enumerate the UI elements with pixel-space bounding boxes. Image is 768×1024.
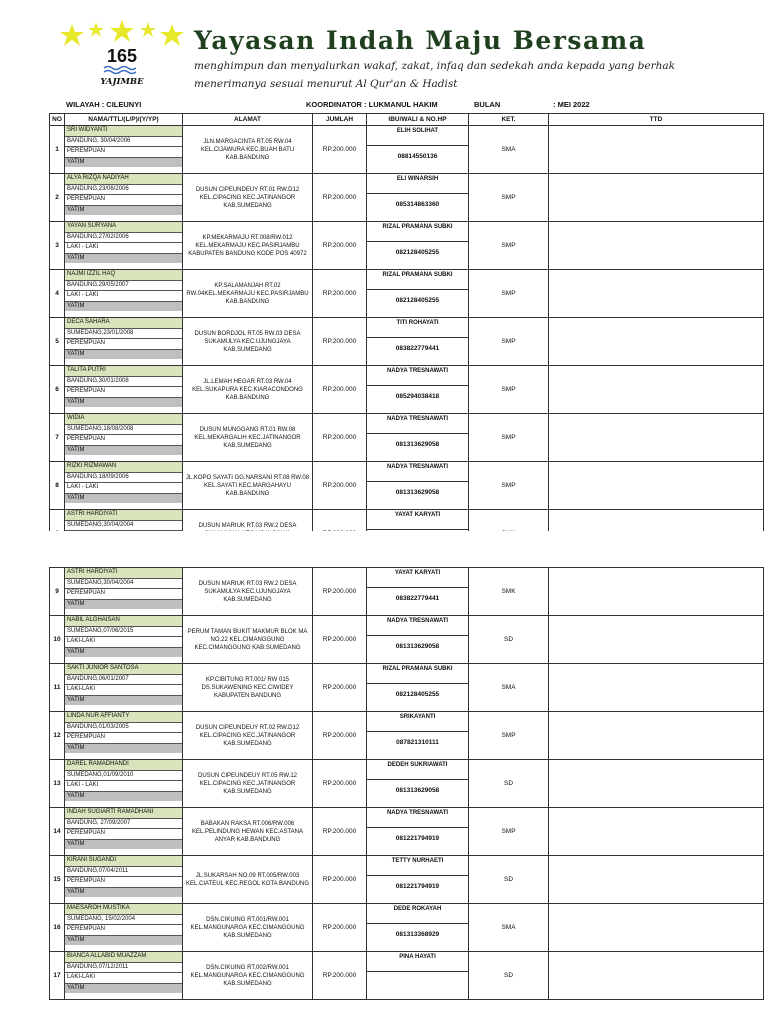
gender: LAKI - LAKI [65, 291, 182, 302]
gender: PEREMPUAN [65, 925, 182, 936]
address-cell: KP.CIBITUNG RT.001/ RW 015 DS.SUKAWENING KEC.CIWIDEY KABUPATEN BANDUNG [183, 664, 313, 712]
signature-cell [549, 462, 764, 510]
birth-place-date: SUMEDANG,01/09/2010 [65, 771, 182, 782]
orphan-status: YATIM [65, 984, 182, 994]
recipient-name: NABIL ALGHAISAN [65, 616, 182, 627]
name-cell [65, 808, 183, 856]
address-cell: DSN.CIKUING RT.002/RW.001 KEL.MANGUNARGA KEC.CIMANGGUNG KAB.SUMEDANG [183, 952, 313, 1000]
recipient-name: MAESAROH MUSTIKA [65, 904, 182, 915]
signature-cell [549, 414, 764, 462]
guardian-cell [367, 760, 469, 808]
amount-cell: RP.200.000 [313, 808, 367, 856]
recipient-name: INDAH SUGIARTI RAMADHANI [65, 808, 182, 819]
orphan-status: YATIM [65, 600, 182, 610]
name-cell [65, 760, 183, 808]
guardian-cell [367, 270, 469, 318]
guardian-name: TETTY NURHAETI [367, 856, 468, 876]
name-cell [65, 414, 183, 462]
row-number: 8 [50, 462, 65, 510]
school-level: SMP [469, 366, 549, 414]
guardian-cell [367, 462, 469, 510]
orphan-status: YATIM [65, 398, 182, 408]
school-level: SMP [469, 222, 549, 270]
table-row [50, 174, 764, 222]
name-cell [65, 568, 183, 616]
orphan-status: YATIM [65, 350, 182, 360]
amount-cell: RP.200.000 [313, 366, 367, 414]
name-cell [65, 904, 183, 952]
guardian-name: RIZAL PRAMANA SUBKI [367, 270, 468, 290]
column-header: JUMLAH [313, 114, 367, 126]
orphan-status: YATIM [65, 840, 182, 850]
guardian-phone [367, 972, 468, 994]
recipient-name: WIDIA [65, 414, 182, 425]
row-number: 15 [50, 856, 65, 904]
name-cell [65, 664, 183, 712]
guardian-cell [367, 318, 469, 366]
guardian-name: NADYA TRESNAWATI [367, 808, 468, 828]
amount-cell: RP.200.000 [313, 616, 367, 664]
orphan-status: YATIM [65, 494, 182, 504]
guardian-name: NADYA TRESNAWATI [367, 616, 468, 636]
gender: PEREMPUAN [65, 829, 182, 840]
document-header [0, 0, 768, 98]
school-level: SD [469, 952, 549, 1000]
guardian-phone: 08814550136 [397, 153, 438, 160]
amount-cell: RP.200.000 [313, 414, 367, 462]
guardian-cell [367, 952, 469, 1000]
school-level: SMP [469, 174, 549, 222]
guardian-cell [367, 126, 469, 174]
address-cell: KP.MEKARMAJU RT.008/RW.012 KEL.MEKARMAJU KEC.PASIRJAMBU KABUPATEN BANDUNG KODE POS 40972 [183, 222, 313, 270]
signature-cell [549, 318, 764, 366]
recipient-table-top [49, 113, 764, 558]
birth-place-date: SUMEDANG,23/01/2008 [65, 329, 182, 340]
foundation-logo [58, 20, 186, 90]
guardian-phone: 081313368929 [395, 931, 440, 938]
birth-place-date: SUMEDANG,30/04/2004 [65, 521, 182, 532]
school-level: SD [469, 856, 549, 904]
address-cell: DUSUN BORDJOL RT.05 RW.03 DESA SUKAMULYA KEC.UJUNGJAYA KAB.SUMEDANG [183, 318, 313, 366]
recipient-name: TALITA PUTRI [65, 366, 182, 377]
birth-place-date: BANDUNG,29/05/2007 [65, 281, 182, 292]
guardian-name: YAYAT KARYATI [367, 568, 468, 588]
amount-cell: RP.200.000 [313, 760, 367, 808]
recipient-name: NAJMI IZZIL HAQ [65, 270, 182, 281]
recipient-name: BIANCA ALLABID MUAZZAM [65, 952, 182, 963]
guardian-name: PINA HAYATI [367, 952, 468, 972]
address-cell: JL.SUKARSAH NO.09 RT.005/RW.003 KEL.CIATEUL KEC.REGOL KOTA BANDUNG [183, 856, 313, 904]
name-cell [65, 174, 183, 222]
address-cell: DUSUN CIPEUNDEUY RT.01 RW.D12 KEL.CIPACING KEC.JATINANGOR KAB.SUMEDANG [183, 174, 313, 222]
birth-place-date: SUMEDANG, 15/02/2004 [65, 915, 182, 926]
logo-number: 165 [106, 46, 138, 66]
guardian-phone: 081313629058 [395, 787, 440, 794]
signature-cell [549, 712, 764, 760]
signature-cell [549, 856, 764, 904]
name-cell [65, 318, 183, 366]
guardian-name: NADYA TRESNAWATI [367, 366, 468, 386]
table-row [50, 664, 764, 712]
amount-cell: RP.200.000 [313, 856, 367, 904]
recipient-name: LINDA NUR AFFIANTY [65, 712, 182, 723]
guardian-phone: 081221794919 [395, 835, 440, 842]
row-number: 7 [50, 414, 65, 462]
address-cell: DUSUN MUNGGANG RT.01 RW.08 KEL.MEKARGALIH KEC.JATINANGOR KAB.SUMEDANG [183, 414, 313, 462]
row-number: 17 [50, 952, 65, 1000]
signature-cell [549, 664, 764, 712]
column-header: TTD [549, 114, 764, 126]
table-row [50, 414, 764, 462]
gender: LAKI-LAKI [65, 637, 182, 648]
table-row [50, 462, 764, 510]
orphan-status: YATIM [65, 158, 182, 168]
gender: LAKI - LAKI [65, 781, 182, 792]
birth-place-date: BANDUNG, 27/09/2007 [65, 819, 182, 830]
amount-cell: RP.200.000 [313, 126, 367, 174]
guardian-phone: 081313629058 [395, 643, 440, 650]
signature-cell [549, 126, 764, 174]
guardian-phone: 081221794919 [395, 883, 440, 890]
signature-cell [549, 808, 764, 856]
address-cell: JL.LEMAH HEGAR RT.03 RW.04 KEL.SUKAPURA KEC.KIARACONDONG KAB.BANDUNG [183, 366, 313, 414]
recipient-name: ALYA RIZQA NADIYAH [65, 174, 182, 185]
birth-place-date: BANDUNG,06/01/2007 [65, 675, 182, 686]
recipient-name: ASTRI HARDIYATI [65, 568, 182, 579]
column-header: ALAMAT [183, 114, 313, 126]
logo-text: YAJIMBE [100, 77, 144, 87]
birth-place-date: BANDUNG,01/03/2005 [65, 723, 182, 734]
signature-cell [549, 760, 764, 808]
signature-cell [549, 952, 764, 1000]
wilayah-label: WILAYAH : CILEUNYI [66, 100, 142, 109]
star-icon [110, 20, 134, 42]
guardian-name: YAYAT KARYATI [367, 510, 468, 530]
column-header: KET. [469, 114, 549, 126]
address-cell: PERUM TAMAN BUKIT MAKMUR BLOK MA NO.22 KEL.CIMANGGUNG KEC.CIMANGGUNG KAB.SUMEDANG [183, 616, 313, 664]
birth-place-date: BANDUNG,23/06/2006 [65, 185, 182, 196]
signature-cell [549, 366, 764, 414]
school-level: SMP [469, 808, 549, 856]
guardian-phone: 085314863360 [395, 201, 440, 208]
row-number: 14 [50, 808, 65, 856]
gender: PEREMPUAN [65, 435, 182, 446]
star-icon [60, 24, 84, 46]
guardian-phone: 083822779441 [395, 595, 440, 602]
school-level: SMA [469, 904, 549, 952]
table-row [50, 856, 764, 904]
recipient-name: SRI WIDYANTI [65, 126, 182, 137]
guardian-phone: 087821310111 [396, 739, 439, 746]
birth-place-date: BANDUNG,18/09/2006 [65, 473, 182, 484]
foundation-title: Yayasan Indah Maju Bersama [194, 26, 647, 55]
amount-cell: RP.200.000 [313, 952, 367, 1000]
birth-place-date: SUMEDANG,30/04/2004 [65, 579, 182, 590]
guardian-cell [367, 568, 469, 616]
orphan-status: YATIM [65, 446, 182, 456]
row-number: 11 [50, 664, 65, 712]
orphan-status: YATIM [65, 206, 182, 216]
school-level: SMP [469, 270, 549, 318]
guardian-name: NADYA TRESNAWATI [367, 414, 468, 434]
gender: PEREMPUAN [65, 147, 182, 158]
foundation-tagline: menghimpun dan menyalurkan wakaf, zakat, infaq dan sedekah anda kepada yang berhak menerimanya sesuai menurut Al Qur'an & Hadist [194, 60, 675, 90]
name-cell [65, 616, 183, 664]
name-cell [65, 856, 183, 904]
guardian-cell [367, 366, 469, 414]
signature-cell [549, 904, 764, 952]
orphan-status: YATIM [65, 302, 182, 312]
recipient-name: DAREL RAMADHANDI [65, 760, 182, 771]
birth-place-date: BANDUNG,07/04/2011 [65, 867, 182, 878]
guardian-phone: 081313629058 [395, 441, 440, 448]
gender: LAKI-LAKI [65, 685, 182, 696]
address-cell: JL.KOPO SAYATI GG.NARSANI RT.08 RW.08 KEL.SAYATI KEC.MARGAHAYU KAB.BANDUNG [183, 462, 313, 510]
guardian-name: TITI ROHAYATI [367, 318, 468, 338]
address-cell: DUSUN MARIUK RT.03 RW.2 DESA SUKAMULYA KEC.UJUNGJAYA KAB.SUMEDANG [183, 568, 313, 616]
school-level: SMP [469, 414, 549, 462]
bulan-value: : MEI 2022 [553, 100, 590, 109]
guardian-name: RIZAL PRAMANA SUBKI [367, 222, 468, 242]
table-row [50, 222, 764, 270]
name-cell [65, 462, 183, 510]
orphan-status: YATIM [65, 888, 182, 898]
row-number: 5 [50, 318, 65, 366]
name-cell [65, 126, 183, 174]
column-header: IBU/WALI & NO.HP [367, 114, 469, 126]
amount-cell: RP.200.000 [313, 904, 367, 952]
guardian-phone: 082128405255 [395, 297, 440, 304]
orphan-status: YATIM [65, 254, 182, 264]
table-row [50, 318, 764, 366]
gender: PEREMPUAN [65, 589, 182, 600]
guardian-cell [367, 808, 469, 856]
amount-cell: RP.200.000 [313, 568, 367, 616]
guardian-name: NADYA TRESNAWATI [367, 462, 468, 482]
guardian-phone: 082128405255 [395, 691, 440, 698]
name-cell [65, 952, 183, 1000]
address-cell: DSN.CIKUING RT.001/RW.001 KEL.MANGUNARGA KEC.CIMANGGUNG KAB.SUMEDANG [183, 904, 313, 952]
table-row [50, 904, 764, 952]
guardian-cell [367, 222, 469, 270]
column-header: NAMA/TTL/(L/P)/(Y/YP) [65, 114, 183, 126]
birth-place-date: BANDUNG, 30/04/2006 [65, 137, 182, 148]
orphan-status: YATIM [65, 648, 182, 658]
header-row [50, 114, 764, 126]
recipient-name: KIRANI SUGANDI [65, 856, 182, 867]
amount-cell: RP.200.000 [313, 664, 367, 712]
recipient-name: SAKTI JUNIOR SANTOSA [65, 664, 182, 675]
name-cell [65, 366, 183, 414]
guardian-cell [367, 904, 469, 952]
gender: PEREMPUAN [65, 387, 182, 398]
orphan-status: YATIM [65, 696, 182, 706]
gender: LAKI - LAKI [65, 483, 182, 494]
table-row [50, 760, 764, 808]
recipient-name: RIZKI RIZMAWAN [65, 462, 182, 473]
recipient-name: ASTRI HARDIYATI [65, 510, 182, 521]
guardian-phone: 082128405255 [395, 249, 440, 256]
table-row [50, 616, 764, 664]
star-icon [140, 22, 156, 37]
amount-cell: RP.200.000 [313, 462, 367, 510]
star-icon [88, 22, 104, 37]
gender: PEREMPUAN [65, 733, 182, 744]
gender: LAKI - LAKI [65, 243, 182, 254]
orphan-status: YATIM [65, 792, 182, 802]
signature-cell [549, 174, 764, 222]
guardian-name: ELIH SOLIHAT [367, 126, 468, 146]
name-cell [65, 712, 183, 760]
table-row [50, 126, 764, 174]
school-level: SD [469, 760, 549, 808]
guardian-cell [367, 664, 469, 712]
row-number: 4 [50, 270, 65, 318]
row-number: 6 [50, 366, 65, 414]
amount-cell: RP.200.000 [313, 318, 367, 366]
birth-place-date: BANDUNG,30/01/2008 [65, 377, 182, 388]
address-cell: DUSUN MARIUK RT.03 RW.2 DESA [183, 510, 313, 558]
address-cell: BABAKAN RAKSA RT.006/RW.006 KEL.PELINDUNG HEWAN KEC.ASTANA ANYAR KAB.BANDUNG [183, 808, 313, 856]
school-level: SMP [469, 462, 549, 510]
school-level: SMA [469, 126, 549, 174]
signature-cell [549, 568, 764, 616]
name-cell [65, 270, 183, 318]
guardian-cell [367, 414, 469, 462]
guardian-name: DEDEH SUKRIAWATI [367, 760, 468, 780]
school-level: SMP [469, 712, 549, 760]
signature-cell [549, 222, 764, 270]
orphan-status: YATIM [65, 744, 182, 754]
amount-cell: RP.200.000 [313, 174, 367, 222]
row-number: 1 [50, 126, 65, 174]
star-icon [160, 24, 184, 46]
address-cell: DUSUN CIPEUNDEUY RT.02 RW.D12 KEL.CIPACING KEC.JATINANGOR KAB.SUMEDANG [183, 712, 313, 760]
row-number: 10 [50, 616, 65, 664]
recipient-name: YAYAN SURYANA [65, 222, 182, 233]
bulan-label: BULAN [474, 100, 501, 109]
row-number: 3 [50, 222, 65, 270]
table-row [50, 808, 764, 856]
column-header: NO [50, 114, 65, 126]
row-number: 12 [50, 712, 65, 760]
row-number: 9 [50, 568, 65, 616]
address-cell: KP.SALAMANJAH RT.02 RW.04KEL.MEKARMAJU KEC.PASIRJAMBU KAB.BANDUNG [183, 270, 313, 318]
gender: PEREMPUAN [65, 195, 182, 206]
guardian-name: RIZAL PRAMANA SUBKI [367, 664, 468, 684]
name-cell [65, 222, 183, 270]
guardian-cell [367, 616, 469, 664]
gender: PEREMPUAN [65, 877, 182, 888]
row-number: 16 [50, 904, 65, 952]
guardian-phone: 081313629058 [395, 489, 440, 496]
table-row [50, 712, 764, 760]
birth-place-date: BANDUNG,27/02/2006 [65, 233, 182, 244]
amount-cell: RP.200.000 [313, 222, 367, 270]
amount-cell: RP.200.000 [313, 712, 367, 760]
recipient-table-bottom [49, 567, 764, 1000]
address-cell: DUSUN CIPEUNDEUY RT.05 RW.12 KEL.CIPACING KEC.JATINANGOR KAB.SUMEDANG [183, 760, 313, 808]
school-level: SMA [469, 664, 549, 712]
school-level: SD [469, 616, 549, 664]
guardian-phone: 083822779441 [395, 345, 440, 352]
guardian-phone: 085294038418 [395, 393, 440, 400]
guardian-name: DEDE ROKAYAH [367, 904, 468, 924]
row-number: 2 [50, 174, 65, 222]
school-level: SMK [469, 568, 549, 616]
birth-place-date: BANDUNG,07/12/2011 [65, 963, 182, 974]
birth-place-date: SUMEDANG,18/08/2008 [65, 425, 182, 436]
guardian-cell [367, 712, 469, 760]
table-row [50, 270, 764, 318]
amount-cell: RP.200.000 [313, 270, 367, 318]
orphan-status: YATIM [65, 936, 182, 946]
guardian-cell [367, 856, 469, 904]
signature-cell [549, 270, 764, 318]
guardian-cell [367, 174, 469, 222]
birth-place-date: SUMEDANG,07/06/2015 [65, 627, 182, 638]
guardian-name: SRIKAYANTI [367, 712, 468, 732]
table-row [50, 952, 764, 1000]
table-row [50, 366, 764, 414]
gender: LAKI-LAKI [65, 973, 182, 984]
signature-cell [549, 616, 764, 664]
recipient-name: DECA SAHARA [65, 318, 182, 329]
guardian-name: ELI WINARSIH [367, 174, 468, 194]
table-row [50, 568, 764, 616]
address-cell: JLN.MARGACINTA RT.05 RW.04 KEL.CIJAWURA KEC.BUAH BATU KAB.BANDUNG [183, 126, 313, 174]
school-level: SMP [469, 318, 549, 366]
gender: PEREMPUAN [65, 339, 182, 350]
koordinator-label: KOORDINATOR : LUKMANUL HAKIM [306, 100, 438, 109]
row-number: 13 [50, 760, 65, 808]
